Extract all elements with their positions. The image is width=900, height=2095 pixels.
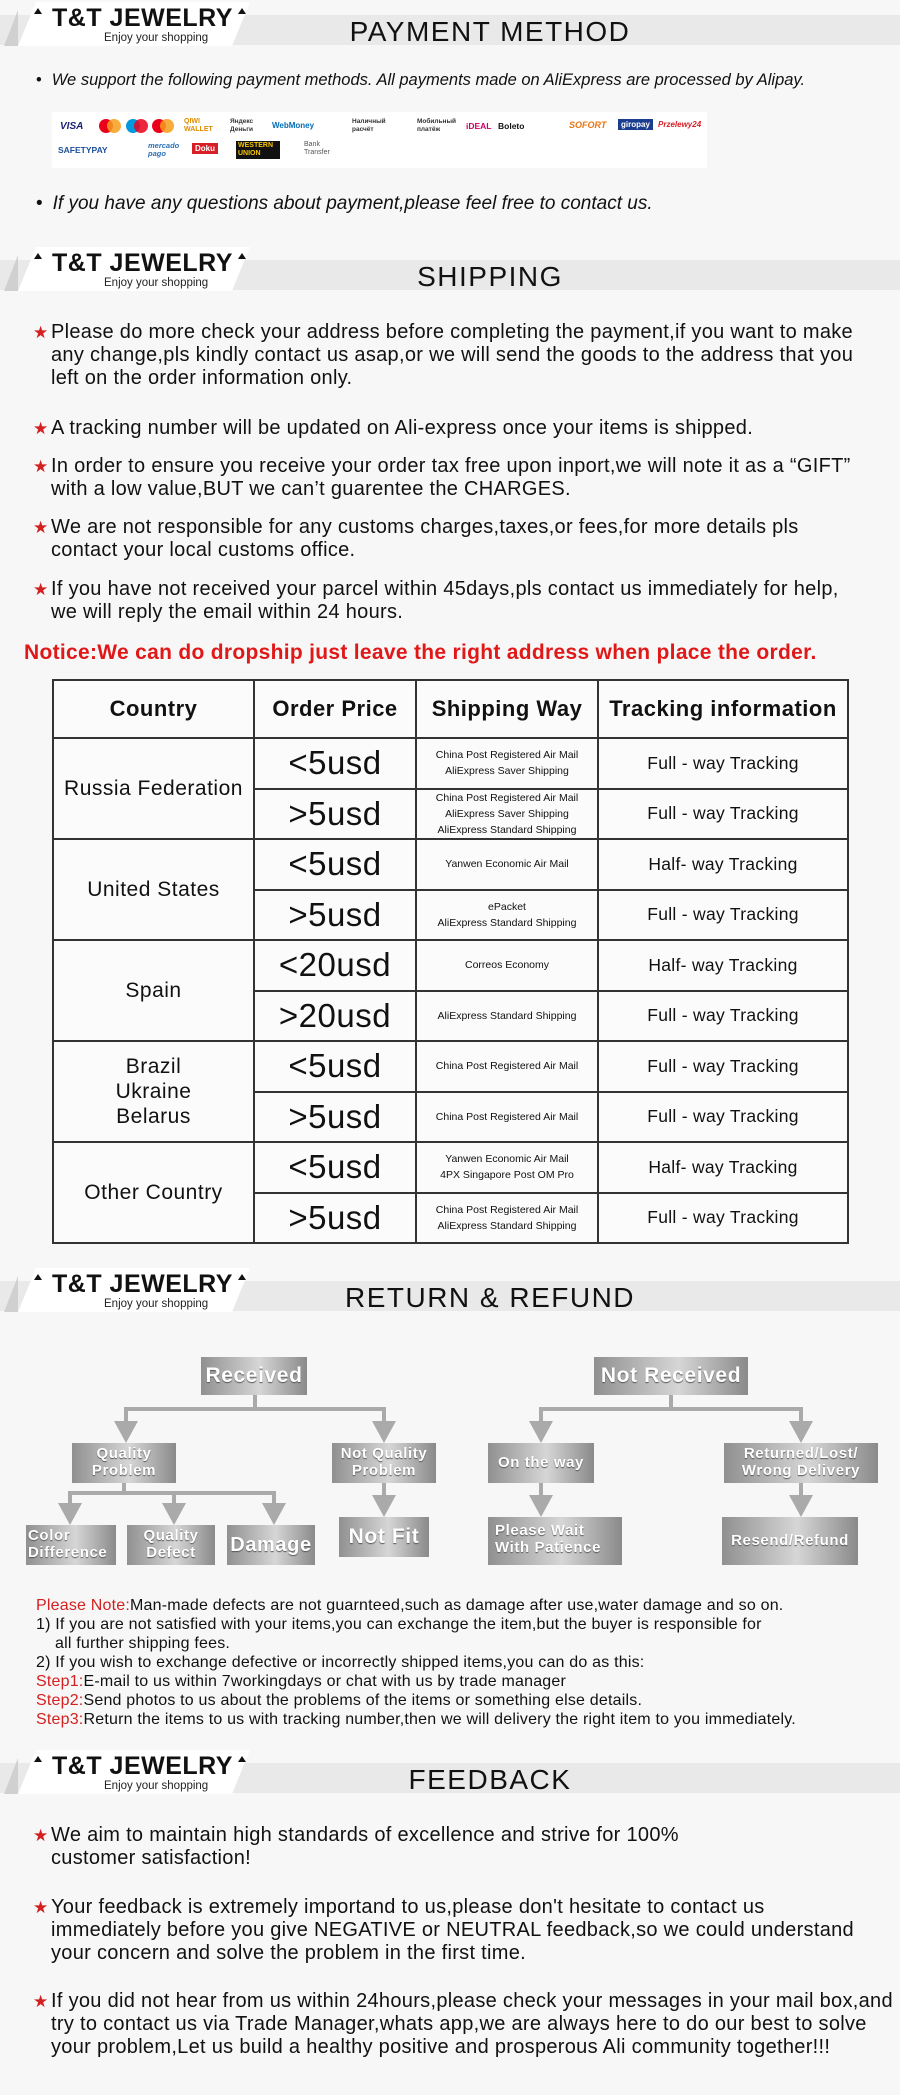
tracking-cell: Full - way Tracking — [598, 890, 848, 941]
feedback-item: ★ We aim to maintain high standards of excellence and strive for 100% customer satisfaction! — [33, 1824, 679, 1869]
table-row — [53, 940, 848, 991]
star-icon: ★ — [33, 457, 49, 476]
triangle-marker-icon — [238, 1274, 246, 1280]
dropship-notice: Notice:We can do dropship just leave the right address when place the order. — [24, 641, 817, 664]
shipping-way-line: 4PX Singapore Post OM Pro — [440, 1169, 574, 1182]
shipping-way-cell — [416, 991, 598, 1042]
returned-lost-box: Returned/Lost/ Wrong Delivery — [724, 1443, 878, 1483]
tracking-cell: Half- way Tracking — [598, 1142, 848, 1193]
price-cell: >5usd — [254, 1092, 416, 1143]
section-title: FEEDBACK — [408, 1764, 572, 1795]
shipping-way-line: Correos Economy — [464, 959, 550, 972]
header-tracking: Tracking information — [598, 680, 848, 738]
star-icon: ★ — [33, 1826, 49, 1845]
sofort-logo: SOFORT — [569, 120, 607, 130]
brand-tagline: Enjoy your shopping — [104, 1780, 209, 1792]
qiwi-logo: QIWI WALLET — [184, 118, 213, 133]
triangle-marker-icon — [238, 253, 246, 259]
star-icon: ★ — [33, 1992, 49, 2011]
not-quality-problem-box: Not Quality Problem — [332, 1443, 436, 1483]
header-shipping-way: Shipping Way — [416, 680, 598, 738]
shipping-table-body — [53, 738, 848, 1243]
table-row — [53, 839, 848, 890]
on-the-way-box: On the way — [488, 1443, 594, 1483]
header-country: Country — [53, 680, 254, 738]
refund-step-3: Step3:Return the items to us with tracking number,then we will delivery the right item to you immediately. — [36, 1711, 796, 1728]
brand-name: T&T JEWELRY — [52, 249, 233, 277]
payment-section-header — [0, 2, 900, 46]
payment-contact-line: • If you have any questions about payment,please feel free to contact us. — [36, 193, 653, 214]
shipping-way-line: China Post Registered Air Mail — [435, 1060, 579, 1073]
shipping-way-line: China Post Registered Air Mail — [435, 749, 579, 762]
feedback-section-header — [0, 1750, 900, 1794]
brand-name: T&T JEWELRY — [52, 1270, 233, 1298]
refund-step-2: Step2:Send photos to us about the problems of the items or something else details. — [36, 1692, 643, 1709]
refund-step-1: Step1:E-mail to us within 7workingdays or chat with us by trade manager — [36, 1673, 567, 1690]
shipping-way-line: AliExpress Saver Shipping — [445, 807, 569, 820]
payment-info-line: • We support the following payment methods. All payments made on AliExpress are processed by Alipay. — [36, 71, 806, 89]
bank-transfer-logo: Bank Transfer — [304, 141, 330, 156]
color-difference-box: Color Difference — [26, 1525, 116, 1565]
shipping-way-cell — [416, 839, 598, 890]
star-icon: ★ — [33, 323, 49, 342]
country-cell: Brazil Ukraine Belarus — [53, 1041, 254, 1142]
shipping-way-line: AliExpress Standard Shipping — [437, 823, 577, 836]
feedback-item: ★ Your feedback is extremely importand to us,please don't hesitate to contact us immediately before you give NEGATIVE or NEUTRAL feedback,so we could understand your concern and solve the problem in the first time. — [33, 1896, 854, 1964]
refund-section-header — [0, 1268, 900, 1312]
shipping-way-line: China Post Registered Air Mail — [435, 1203, 579, 1216]
mastercard-logo — [99, 119, 121, 135]
shipping-way-cell — [416, 1142, 598, 1193]
refund-point-2: 2) If you wish to exchange defective or incorrectly shipped items,you can do as this: — [36, 1654, 645, 1671]
table-row — [53, 738, 848, 789]
shipping-table — [52, 679, 849, 1244]
not-received-box: Not Received — [594, 1357, 748, 1395]
tracking-cell: Full - way Tracking — [598, 1193, 848, 1244]
shipping-way-cell — [416, 890, 598, 941]
shipping-way-line: AliExpress Saver Shipping — [445, 765, 569, 778]
ideal-logo: iDEAL — [466, 121, 492, 131]
shipping-way-cell — [416, 1041, 598, 1092]
brand-tagline: Enjoy your shopping — [104, 32, 209, 44]
shipping-section-header — [0, 247, 900, 291]
price-cell: <5usd — [254, 839, 416, 890]
header-order-price: Order Price — [254, 680, 416, 738]
section-title: RETURN & REFUND — [344, 1282, 636, 1313]
shipping-item: ★ A tracking number will be updated on Ali-express once your items is shipped. — [33, 417, 754, 439]
table-row — [53, 1041, 848, 1092]
giropay-logo: giropay — [618, 119, 653, 130]
price-cell: >5usd — [254, 789, 416, 840]
country-cell: Other Country — [53, 1142, 254, 1243]
not-fit-box: Not Fit — [339, 1517, 429, 1557]
refund-point-1: 1) If you are not satisfied with your items,you can exchange the item,but the buyer is responsible for — [36, 1616, 762, 1633]
triangle-marker-icon — [34, 8, 42, 14]
przelewy-logo: Przelewy24 — [658, 120, 702, 129]
shipping-way-cell — [416, 940, 598, 991]
price-cell: >5usd — [254, 1193, 416, 1244]
shipping-item: ★ In order to ensure you receive your order tax free upon inport,we will note it as a “GIFT” with a low value,BUT we can’t guarentee the CHARGES. — [33, 455, 851, 500]
section-title: SHIPPING — [417, 261, 563, 292]
shipping-way-line: AliExpress Standard Shipping — [437, 1219, 577, 1232]
shipping-way-cell — [416, 789, 598, 840]
triangle-marker-icon — [34, 253, 42, 259]
brand-name: T&T JEWELRY — [52, 4, 233, 32]
section-title: PAYMENT METHOD — [349, 16, 631, 47]
triangle-marker-icon — [34, 1756, 42, 1762]
tracking-cell: Full - way Tracking — [598, 1092, 848, 1143]
triangle-marker-icon — [238, 8, 246, 14]
tracking-cell: Full - way Tracking — [598, 738, 848, 789]
refund-point-1-cont: all further shipping fees. — [55, 1635, 231, 1652]
yandex-logo: Яндекс Деньги — [230, 118, 254, 133]
safetypay-logo: SAFETYPAY — [58, 145, 108, 155]
brand-name: T&T JEWELRY — [52, 1752, 233, 1780]
resend-refund-box: Resend/Refund — [722, 1517, 858, 1565]
tracking-cell: Full - way Tracking — [598, 789, 848, 840]
shipping-way-line: ePacket — [488, 900, 526, 913]
webmoney-logo: WebMoney — [272, 121, 315, 130]
tracking-cell: Full - way Tracking — [598, 991, 848, 1042]
price-cell: >20usd — [254, 991, 416, 1042]
triangle-marker-icon — [34, 1274, 42, 1280]
payment-logos — [52, 112, 707, 168]
shipping-item: ★ Please do more check your address before completing the payment,if you want to make any change,pls kindly contact us asap,or we will send the goods to the address that you left on the order information only. — [33, 321, 854, 389]
tracking-cell: Full - way Tracking — [598, 1041, 848, 1092]
country-cell: Spain — [53, 940, 254, 1041]
price-cell: <5usd — [254, 1041, 416, 1092]
boleto-logo: Boleto — [498, 121, 525, 131]
shipping-item: ★ If you have not received your parcel within 45days,pls contact us immediately for help, we will reply the email within 24 hours. — [33, 578, 839, 623]
damage-box: Damage — [227, 1525, 315, 1565]
star-icon: ★ — [33, 580, 49, 599]
country-cell: Russia Federation — [53, 738, 254, 839]
shipping-way-cell — [416, 1092, 598, 1143]
price-cell: <5usd — [254, 1142, 416, 1193]
received-box: Received — [201, 1357, 307, 1395]
price-cell: <5usd — [254, 738, 416, 789]
brand-tagline: Enjoy your shopping — [104, 277, 209, 289]
price-cell: <20usd — [254, 940, 416, 991]
refund-note: Please Note:Man-made defects are not guarnteed,such as damage after use,water damage and so on. — [36, 1597, 784, 1614]
table-header-row — [53, 680, 848, 738]
quality-problem-box: Quality Problem — [72, 1443, 176, 1483]
visa-logo: VISA — [60, 121, 84, 132]
shipping-way-line: China Post Registered Air Mail — [435, 1110, 579, 1123]
shipping-way-line: China Post Registered Air Mail — [435, 791, 579, 804]
shipping-way-line: Yanwen Economic Air Mail — [445, 858, 569, 871]
brand-tagline: Enjoy your shopping — [104, 1298, 209, 1310]
cash-logo: Наличный расчёт — [352, 118, 386, 133]
country-cell: United States — [53, 839, 254, 940]
price-cell: >5usd — [254, 890, 416, 941]
mercadopago-logo: mercado pago — [148, 141, 180, 158]
shipping-way-line: AliExpress Standard Shipping — [437, 916, 577, 929]
mastercard-logo-2 — [152, 119, 174, 135]
shipping-way-cell — [416, 1193, 598, 1244]
feedback-item: ★ If you did not hear from us within 24hours,please check your messages in your mail box,and try to contact us via Trade Manager,whats app,we are always here to do our best to solve your problem,Let us build a healthy positive and prosperous Ali community together!!! — [33, 1990, 893, 2058]
tracking-cell: Half- way Tracking — [598, 940, 848, 991]
star-icon: ★ — [33, 1898, 49, 1917]
mobile-payment-logo: Мобильный платёж — [417, 118, 456, 133]
tracking-cell: Half- way Tracking — [598, 839, 848, 890]
shipping-item: ★ We are not responsible for any customs charges,taxes,or fees,for more details pls contact your local customs office. — [33, 516, 799, 561]
quality-defect-box: Quality Defect — [127, 1525, 215, 1565]
table-row — [53, 1142, 848, 1193]
shipping-way-line: AliExpress Standard Shipping — [437, 1009, 577, 1022]
doku-logo: Doku — [192, 143, 218, 154]
star-icon: ★ — [33, 518, 49, 537]
star-icon: ★ — [33, 419, 49, 438]
shipping-way-line: Yanwen Economic Air Mail — [445, 1153, 569, 1166]
triangle-marker-icon — [238, 1756, 246, 1762]
maestro-logo — [126, 119, 148, 135]
western-union-logo: WESTERN UNION — [236, 141, 280, 159]
shipping-way-cell — [416, 738, 598, 789]
please-wait-box: Please Wait With Patience — [488, 1517, 622, 1565]
